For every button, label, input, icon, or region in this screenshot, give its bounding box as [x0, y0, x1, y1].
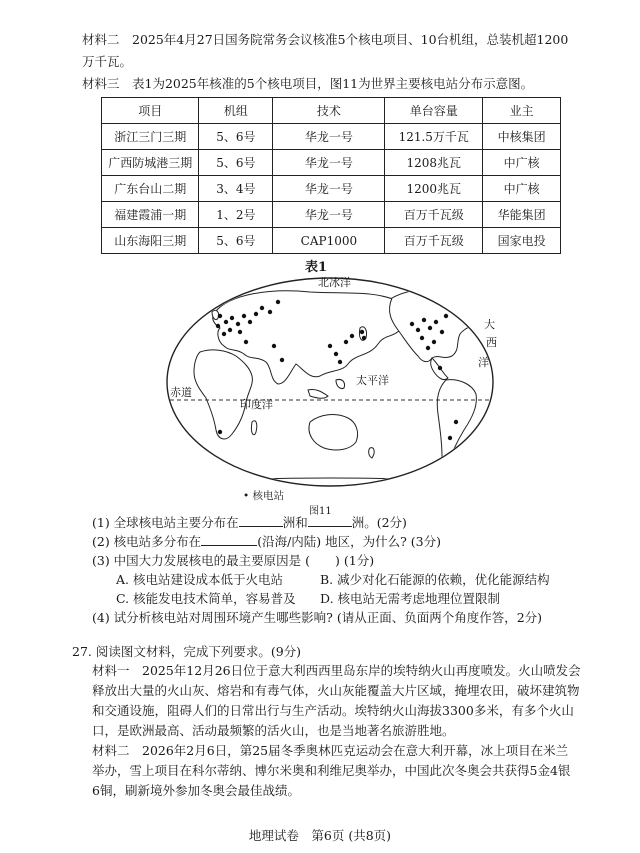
table-header-row [102, 98, 561, 124]
table-cell: 山东海阳三期 [102, 228, 199, 254]
question-4: (4) 试分析核电站对周围环境产生哪些影响? (请从正面、负面两个角度作答，2分) [92, 610, 543, 625]
plant-dot [280, 358, 284, 362]
atlantic-label-2: 西 [486, 336, 497, 349]
table-header-cell: 业主 [483, 98, 561, 124]
table-cell: 国家电投 [483, 228, 561, 254]
pacific-ocean-label: 太平洋 [356, 374, 389, 387]
table-row [102, 202, 561, 228]
question-2-part-a: (2) 核电站多分布在 [92, 534, 202, 549]
material1-line2: 释放出大量的火山灰、熔岩和有毒气体，火山灰能覆盖大片区域，掩埋农田，破坏建筑物 [92, 683, 580, 698]
indonesia-landmass [308, 389, 328, 398]
plant-dot [338, 360, 342, 364]
question-2 [92, 533, 441, 551]
indian-ocean-label: 印度洋 [240, 398, 273, 411]
plant-dot [420, 336, 424, 340]
table-cell: 中核集团 [483, 124, 561, 150]
plant-dot [444, 314, 448, 318]
plant-dot [432, 340, 436, 344]
plant-dot [218, 314, 222, 318]
material2-line2: 万千瓦。 [82, 54, 133, 69]
world-nuclear-map [160, 272, 500, 492]
map-svg [160, 272, 500, 492]
table-header-cell: 机组 [199, 98, 273, 124]
plant-dot [254, 312, 258, 316]
plant-dot [276, 300, 280, 304]
table-cell: CAP1000 [273, 228, 385, 254]
material2b-line3: 6铜，刷新境外参加冬奥会最佳战绩。 [92, 783, 300, 798]
material3-line1: 材料三 表1为2025年核准的5个核电项目，图11为世界主要核电站分布示意图。 [82, 76, 534, 91]
table-caption: 表1 [305, 260, 328, 275]
table-header-cell: 单台容量 [385, 98, 483, 124]
table-cell: 中广核 [483, 150, 561, 176]
plant-dot [230, 316, 234, 320]
question-1-part-b: 洲和 [282, 515, 308, 530]
answer-blank-continent-2[interactable] [308, 514, 352, 527]
material1-line1: 材料一 2025年12月26日位于意大利西西里岛东岸的埃特纳火山再度喷发。火山喷发会 [92, 663, 581, 678]
plant-dot [242, 314, 246, 318]
table-row [102, 150, 561, 176]
option-a: A. 核电站建设成本低于火电站 [116, 572, 283, 587]
plant-dot [344, 340, 348, 344]
plant-dot [272, 344, 276, 348]
plant-dot [268, 310, 272, 314]
table-row [102, 228, 561, 254]
arctic-ocean-label: 北冰洋 [318, 276, 351, 289]
plant-dot [428, 326, 432, 330]
plant-dot [248, 320, 252, 324]
plant-dot [410, 322, 414, 326]
plant-dot [434, 320, 438, 324]
material2b-line1: 材料二 2026年2月6日，第25届冬季奥林匹克运动会在意大利开幕，冰上项目在米兰 [92, 743, 569, 758]
table-cell: 华龙一号 [273, 176, 385, 202]
philippines-landmass [336, 379, 345, 388]
option-d: D. 核电站无需考虑地理位置限制 [320, 591, 501, 606]
equator-label: 赤道 [170, 386, 192, 399]
page-footer: 地理试卷 第6页 (共8页) [248, 828, 392, 843]
plant-dot [228, 328, 232, 332]
plant-dot [236, 322, 240, 326]
table-cell: 浙江三门三期 [102, 124, 199, 150]
map-legend: • 核电站 [243, 490, 285, 502]
question-1 [92, 514, 407, 532]
plant-dot [244, 340, 248, 344]
material2b-line2: 举办，雪上项目在科尔蒂纳、博尔米奥和利维尼奥举办，中国此次冬奥会共获得5金4银 [92, 763, 571, 778]
table-cell: 1208兆瓦 [385, 150, 483, 176]
material1-line3: 和交通设施，阻碍人们的日常出行与生产活动。埃特纳火山海拔3300多米，有多个火山 [92, 703, 574, 718]
plant-dot [260, 306, 264, 310]
atlantic-label-1: 大 [484, 318, 495, 331]
plant-dot [328, 344, 332, 348]
plant-dot [360, 330, 364, 334]
plant-dot [218, 430, 222, 434]
table-cell: 华能集团 [483, 202, 561, 228]
antarctica-landmass [180, 478, 480, 492]
table-cell: 5、6号 [199, 228, 273, 254]
question-27-title: 27. 阅读图文材料，完成下列要求。(9分) [72, 644, 302, 659]
material2-line1: 材料二 2025年4月27日国务院常务会议核准5个核电项目、10台机组，总装机超1200 [82, 32, 569, 47]
table-cell: 5、6号 [199, 124, 273, 150]
figure-caption: 图11 [309, 506, 332, 517]
plant-dot [426, 346, 430, 350]
table-row [102, 124, 561, 150]
table-cell: 1200兆瓦 [385, 176, 483, 202]
question-1-part-c: 洲。(2分) [351, 515, 407, 530]
plant-dot [448, 436, 452, 440]
question-1-part-a: (1) 全球核电站主要分布在 [92, 515, 239, 530]
table-cell: 广东台山二期 [102, 176, 199, 202]
plant-dot [440, 330, 444, 334]
plant-dot [454, 420, 458, 424]
new-zealand-landmass [369, 448, 374, 458]
table-row [102, 176, 561, 202]
table-cell: 中广核 [483, 176, 561, 202]
option-c: C. 核能发电技术简单，容易普及 [116, 591, 296, 606]
table-cell: 华龙一号 [273, 150, 385, 176]
plant-dot [422, 318, 426, 322]
answer-blank-location[interactable] [201, 533, 257, 546]
table-cell: 3、4号 [199, 176, 273, 202]
table-cell: 华龙一号 [273, 124, 385, 150]
africa-landmass [194, 350, 252, 439]
plant-dot [350, 334, 354, 338]
question-2-part-b: (沿海/内陆) 地区，为什么? (3分) [257, 534, 442, 549]
option-b: B. 减少对化石能源的依赖，优化能源结构 [320, 572, 550, 587]
nuclear-projects-table [101, 97, 561, 254]
plant-dot [362, 336, 366, 340]
greenland-landmass [447, 278, 473, 295]
plant-dot [334, 352, 338, 356]
question-3: (3) 中国大力发展核电的最主要原因是 ( ) (1分) [92, 553, 375, 568]
table-cell: 百万千瓦级 [385, 202, 483, 228]
table-cell: 百万千瓦级 [385, 228, 483, 254]
table-cell: 广西防城港三期 [102, 150, 199, 176]
plant-dot [224, 320, 228, 324]
table-cell: 5、6号 [199, 150, 273, 176]
plant-dot [238, 330, 242, 334]
plant-dot [416, 328, 420, 332]
atlantic-label-3: 洋 [478, 356, 489, 369]
material1-line4: 口，是欧洲最高、活动最频繁的活火山，也是当地著名旅游胜地。 [92, 723, 455, 738]
table-cell: 1、2号 [199, 202, 273, 228]
table-cell: 121.5万千瓦 [385, 124, 483, 150]
madagascar-landmass [251, 421, 256, 435]
table-cell: 华龙一号 [273, 202, 385, 228]
plant-dot [216, 324, 220, 328]
plant-dot [438, 366, 442, 370]
table-header-cell: 技术 [273, 98, 385, 124]
table-header-cell: 项目 [102, 98, 199, 124]
north-america-landmass [390, 289, 483, 362]
plant-dot [222, 332, 226, 336]
australia-landmass [309, 415, 358, 450]
table-cell: 福建霞浦一期 [102, 202, 199, 228]
answer-blank-continent-1[interactable] [239, 514, 283, 527]
